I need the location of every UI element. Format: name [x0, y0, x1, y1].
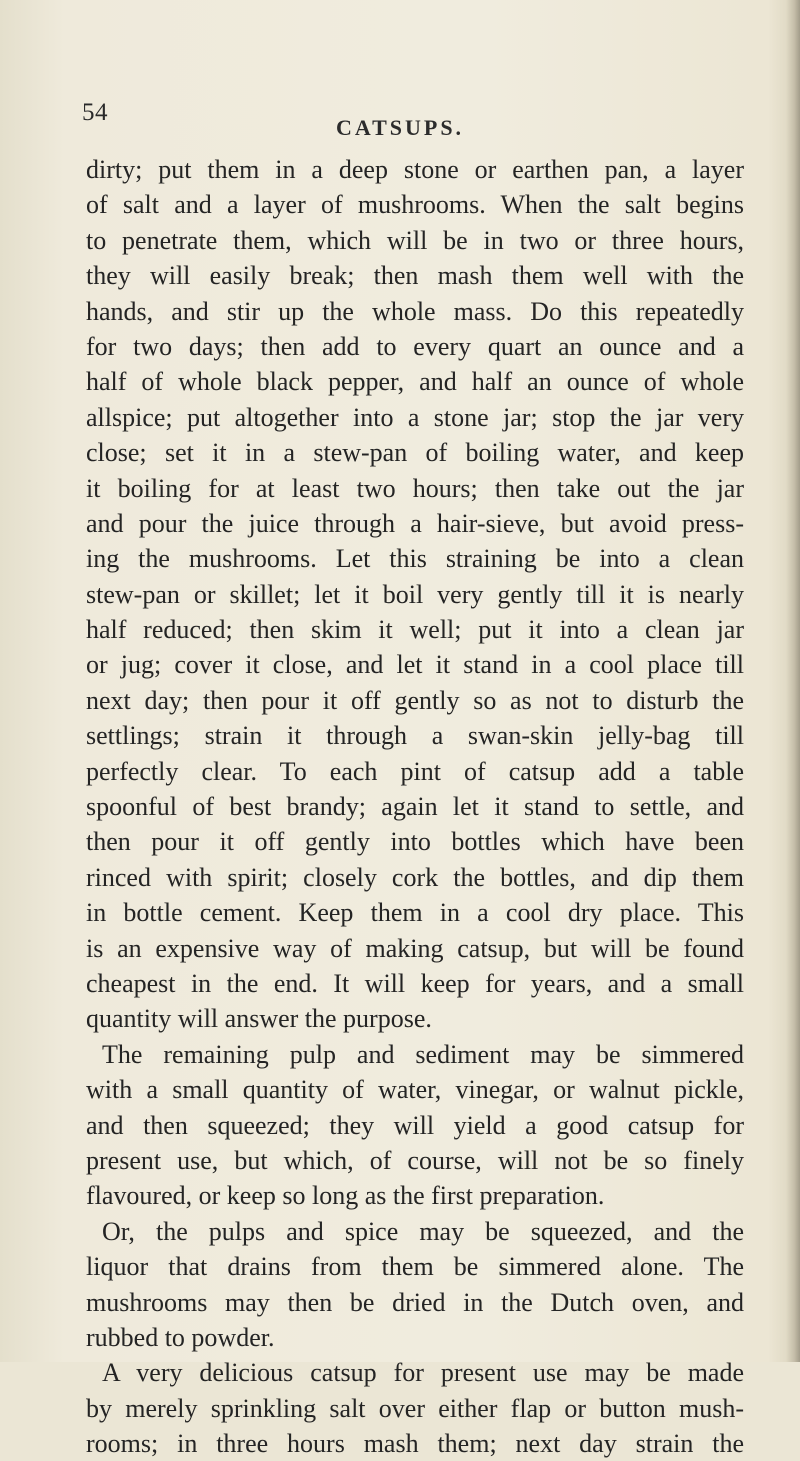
- text-line: quantity will answer the purpose.: [86, 1004, 432, 1034]
- text-line: settlings; strain it through a swan-skin jelly-bag till: [86, 721, 744, 751]
- text-line: perfectly clear. To each pint of catsup add a table: [86, 756, 744, 786]
- text-line: allspice; put altogether into a stone jar; stop the jar very: [86, 402, 744, 432]
- text-line: close; set it in a stew-pan of boiling water, and keep: [86, 438, 744, 468]
- text-line: Or, the pulps and spice may be squeezed, and the: [102, 1216, 744, 1246]
- text-line: present use, but which, of course, will not be so finely: [86, 1145, 744, 1175]
- text-line: is an expensive way of making catsup, but will be found: [86, 933, 744, 963]
- text-line: with a small quantity of water, vinegar, or walnut pickle,: [86, 1075, 744, 1105]
- text-line: then pour it off gently into bottles which have been: [86, 827, 744, 857]
- paragraph: [86, 152, 744, 1037]
- text-line: half reduced; then skim it well; put it into a clean jar: [86, 615, 744, 645]
- text-line: liquor that drains from them be simmered alone. The: [86, 1252, 744, 1282]
- text-line: dirty; put them in a deep stone or earthen pan, a layer: [86, 155, 744, 184]
- text-line: by merely sprinkling salt over either flap or button mush-: [86, 1393, 744, 1423]
- paragraph: [86, 1355, 744, 1461]
- text-line: half of whole black pepper, and half an ounce of whole: [86, 367, 744, 397]
- paragraph: [86, 1214, 744, 1356]
- text-line: rooms; in three hours mash them; next day strain the: [86, 1429, 744, 1459]
- paragraph: [86, 1037, 744, 1214]
- text-line: spoonful of best brandy; again let it stand to settle, and: [86, 792, 744, 822]
- body-text: [86, 152, 744, 1461]
- text-line: The remaining pulp and sediment may be simmered: [102, 1039, 744, 1069]
- text-line: cheapest in the end. It will keep for years, and a small: [86, 968, 744, 998]
- running-head: CATSUPS.: [335, 115, 465, 140]
- text-line: stew-pan or skillet; let it boil very gently till it is nearly: [86, 579, 744, 609]
- text-line: A very delicious catsup for present use may be made: [102, 1358, 744, 1388]
- page-edge-shadow: [786, 0, 800, 1362]
- text-line: to penetrate them, which will be in two or three hours,: [86, 225, 744, 255]
- text-line: of salt and a layer of mushrooms. When the salt begins: [86, 190, 744, 220]
- text-line: or jug; cover it close, and let it stand in a cool place till: [86, 650, 744, 680]
- page-number: 54: [82, 99, 108, 126]
- text-line: and pour the juice through a hair-sieve, but avoid press-: [86, 508, 744, 538]
- text-line: it boiling for at least two hours; then take out the jar: [86, 473, 744, 503]
- text-line: in bottle cement. Keep them in a cool dry place. This: [86, 898, 744, 928]
- text-line: flavoured, or keep so long as the first preparation.: [86, 1181, 605, 1211]
- text-line: hands, and stir up the whole mass. Do this repeatedly: [86, 296, 744, 326]
- text-line: ing the mushrooms. Let this straining be into a clean: [86, 544, 744, 574]
- text-line: they will easily break; then mash them well with the: [86, 261, 744, 291]
- text-line: mushrooms may then be dried in the Dutch oven, and: [86, 1287, 744, 1317]
- text-line: and then squeezed; they will yield a good catsup for: [86, 1110, 744, 1140]
- text-line: next day; then pour it off gently so as not to disturb the: [86, 685, 744, 715]
- text-line: for two days; then add to every quart an ounce and a: [86, 331, 744, 361]
- text-line: rinced with spirit; closely cork the bottles, and dip them: [86, 862, 744, 892]
- text-line: rubbed to powder.: [86, 1322, 275, 1352]
